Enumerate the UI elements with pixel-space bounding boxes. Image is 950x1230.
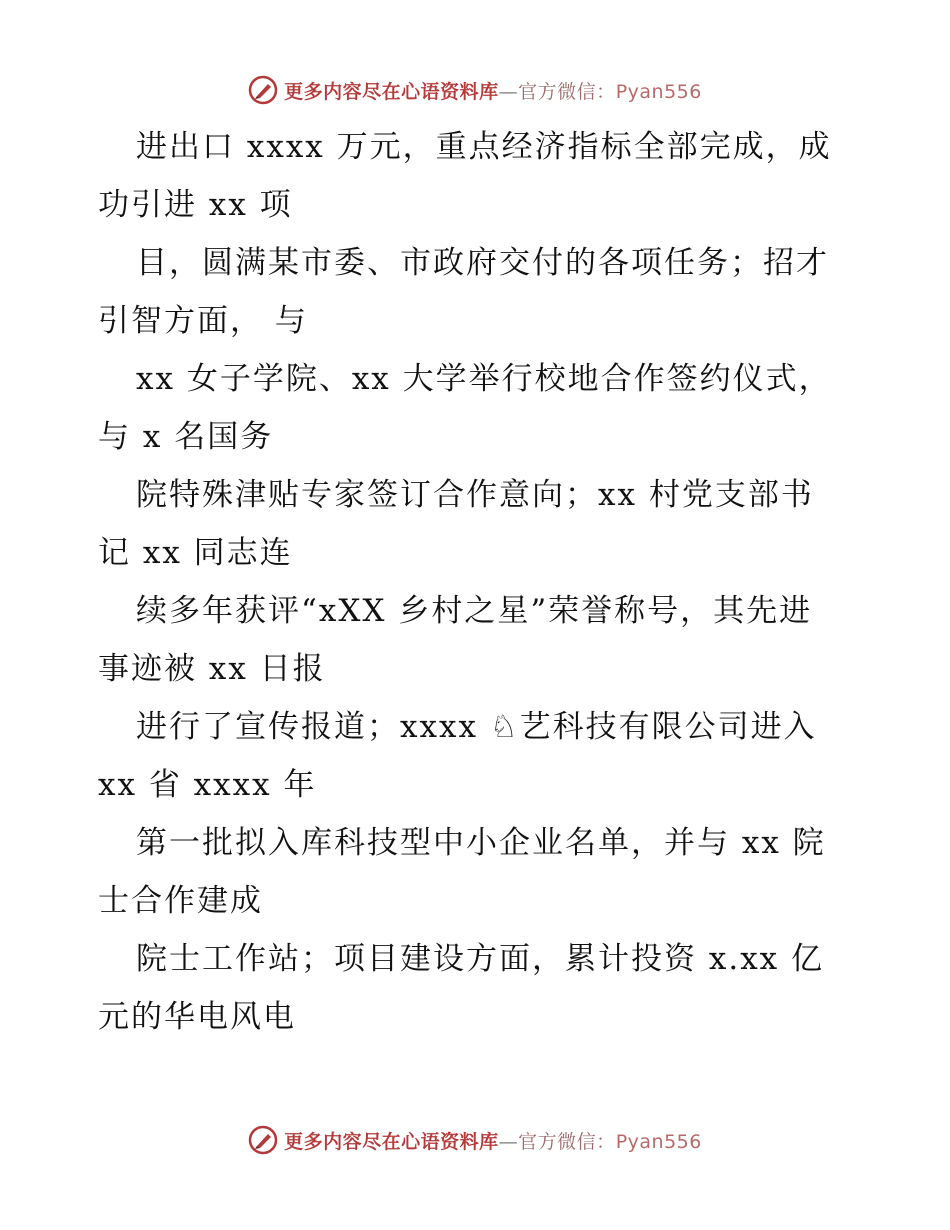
banner-wechat-id: Pyan556 <box>615 80 702 103</box>
text-line: 目，圆满某市委、市政府交付的各项任务；招才 <box>136 245 829 281</box>
text-line: 进行了宣传报道；xxxx ♘艺科技有限公司进入 <box>136 709 817 745</box>
text-line: 进出口 xxxx 万元，重点经济指标全部完成，成 <box>136 129 832 165</box>
banner-wechat-label: 官方微信： <box>518 1130 616 1153</box>
banner-wechat-id: Pyan556 <box>615 1130 702 1153</box>
text-line: 事迹被 xx 日报 <box>98 651 326 687</box>
banner-main: 更多内容尽在心语资料库 <box>284 80 499 103</box>
text-line: 续多年获评“xXX 乡村之星”荣誉称号，其先进 <box>136 593 813 629</box>
document-body <box>98 118 868 1046</box>
banner-wechat-label: 官方微信： <box>518 80 616 103</box>
text-line: 院士工作站；项目建设方面，累计投资 x.xx 亿 <box>136 941 825 977</box>
pen-logo-icon <box>248 75 278 105</box>
text-line: 功引进 xx 项 <box>98 187 293 223</box>
pen-logo-icon <box>248 1125 278 1155</box>
text-line: xx 女子学院、xx 大学举行校地合作签约仪式， <box>136 361 832 397</box>
text-line: 第一批拟入库科技型中小企业名单，并与 xx 院 <box>136 825 826 861</box>
banner-text <box>284 1127 702 1154</box>
text-line: 院特殊津贴专家签订合作意向；xx 村党支部书 <box>136 477 814 513</box>
banner-separator: — <box>498 1130 519 1153</box>
text-line: 元的华电风电 <box>98 999 296 1035</box>
banner-main: 更多内容尽在心语资料库 <box>284 1130 499 1153</box>
banner-text <box>284 77 702 104</box>
text-line: xx 省 xxxx 年 <box>98 767 317 803</box>
header-banner <box>0 70 950 110</box>
text-line: 记 xx 同志连 <box>98 535 293 571</box>
text-line: 士合作建成 <box>98 883 263 919</box>
text-line: 与 x 名国务 <box>98 419 274 455</box>
banner-separator: — <box>498 80 519 103</box>
footer-banner <box>0 1120 950 1160</box>
text-line: 引智方面， 与 <box>98 303 308 339</box>
